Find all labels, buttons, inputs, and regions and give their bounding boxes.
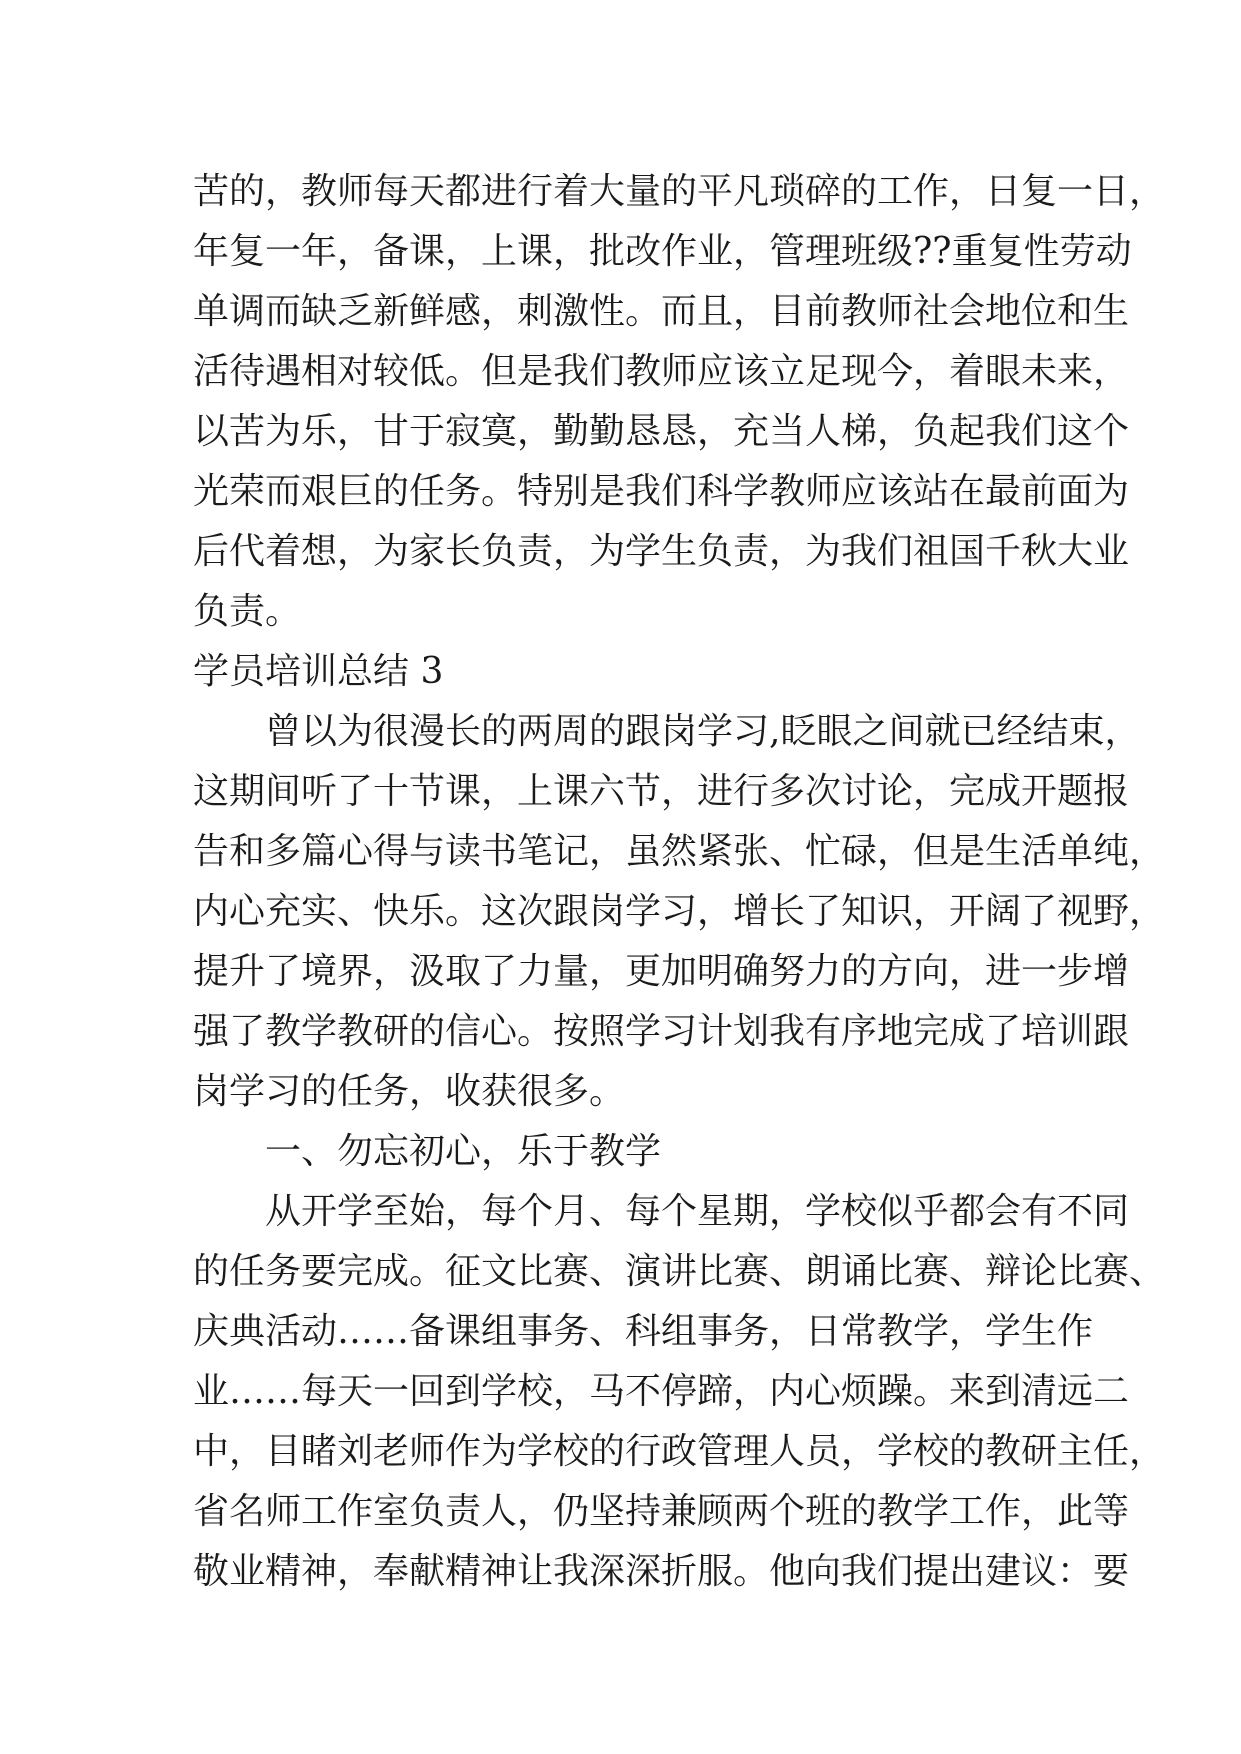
paragraph-line: 以苦为乐，甘于寂寞，勤勤恳恳，充当人梯，负起我们这个 [193,411,1130,452]
paragraph-line: 曾以为很漫长的两周的跟岗学习,眨眼之间就已经结束， [265,711,1141,752]
paragraph-line: 内心充实、快乐。这次跟岗学习，增长了知识，开阔了视野， [193,891,1166,932]
paragraph-line: 这期间听了十节课，上课六节，进行多次讨论，完成开题报 [193,771,1130,812]
paragraph-line: 活待遇相对较低。但是我们教师应该立足现今，着眼未来， [193,351,1130,392]
paragraph-line: 庆典活动……备课组事务、科组事务，日常教学，学生作 [193,1311,1094,1352]
section-heading: 学员培训总结 3 [193,651,444,692]
paragraph-line: 敬业精神，奉献精神让我深深折服。他向我们提出建议：要 [193,1551,1130,1592]
paragraph-line: 业……每天一回到学校，马不停蹄，内心烦躁。来到清远二 [193,1371,1130,1412]
paragraph-line: 中，目睹刘老师作为学校的行政管理人员，学校的教研主任， [193,1431,1166,1472]
document-body [193,162,1166,1602]
paragraph-line: 后代着想，为家长负责，为学生负责，为我们祖国千秋大业 [193,531,1130,572]
paragraph-line: 年复一年，备课，上课，批改作业，管理班级??重复性劳动 [193,231,1132,272]
paragraph-line: 光荣而艰巨的任务。特别是我们科学教师应该站在最前面为 [193,471,1130,512]
paragraph-line: 岗学习的任务，收获很多。 [193,1071,626,1112]
paragraph-line: 单调而缺乏新鲜感，刺激性。而且，目前教师社会地位和生 [193,291,1130,332]
paragraph-line: 省名师工作室负责人，仍坚持兼顾两个班的教学工作，此等 [193,1491,1130,1532]
paragraph-line: 强了教学教研的信心。按照学习计划我有序地完成了培训跟 [193,1011,1130,1052]
subsection-heading: 一、勿忘初心，乐于教学 [265,1131,662,1172]
paragraph-line: 负责。 [193,591,302,632]
paragraph-line: 从开学至始，每个月、每个星期，学校似乎都会有不同 [265,1191,1130,1232]
paragraph-line: 提升了境界，汲取了力量，更加明确努力的方向，进一步增 [193,951,1130,992]
paragraph-line: 苦的，教师每天都进行着大量的平凡琐碎的工作，日复一日， [193,171,1166,212]
paragraph-line: 的任务要完成。征文比赛、演讲比赛、朗诵比赛、辩论比赛、 [193,1251,1166,1292]
paragraph-line: 告和多篇心得与读书笔记，虽然紧张、忙碌，但是生活单纯， [193,831,1166,872]
